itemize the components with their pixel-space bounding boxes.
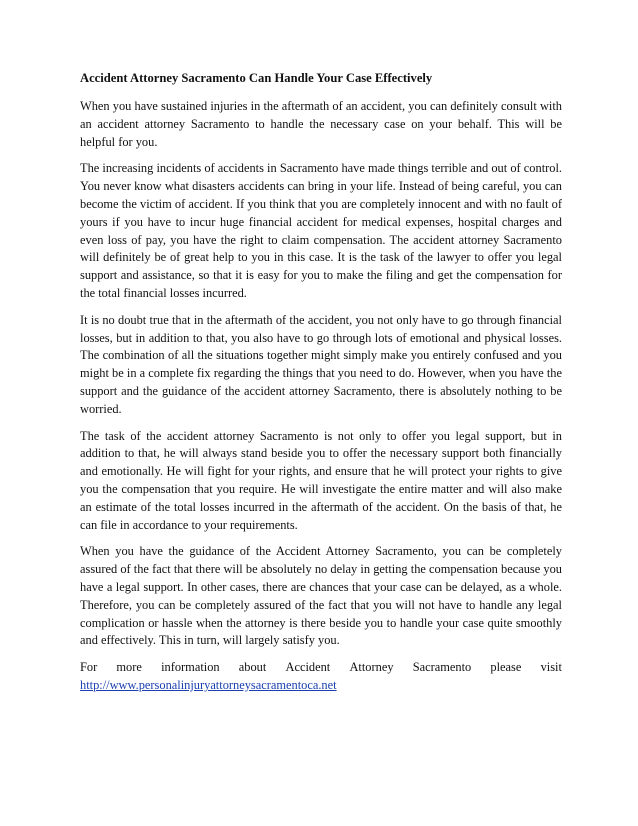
footer-word: more (116, 660, 142, 675)
footer-word: Attorney (349, 660, 394, 675)
paragraph-5: When you have the guidance of the Accident Attorney Sacramento, you can be completely assured of the fact that there will be absolutely no delay in getting the compensation because you have a legal support. In other cases, there are chances that your case can be delayed, as a whole. Therefore, you can be completely assured of the fact that you will not have to handle any legal complication or hassle when the attorney is there beside you to handle your case quite smoothly and effectively. This in turn, will largely satisfy you. (80, 544, 562, 648)
paragraph-1: When you have sustained injuries in the aftermath of an accident, you can definitely consult with an accident attorney Sacramento to handle the necessary case on your behalf. This will be helpful for you. (80, 99, 562, 149)
document-title: Accident Attorney Sacramento Can Handle Your Case Effectively (80, 71, 433, 85)
website-link[interactable]: http://www.personalinjuryattorneysacramentoca.net (80, 677, 337, 692)
footer-word: please (490, 660, 522, 675)
paragraph-3: It is no doubt true that in the aftermath of the accident, you not only have to go through financial losses, but in addition to that, you also have to go through lots of emotional and physical losses. The combination of all the situations together might simply make you entirely confused and you might be in a complete fix regarding the things that you need to do. However, when you have the support and the guidance of the accident attorney Sacramento, there is absolutely nothing to be worried. (80, 312, 562, 416)
footer-word: Sacramento (412, 660, 472, 675)
paragraph-4: The task of the accident attorney Sacramento is not only to offer you legal support, but in addition to that, he will always stand beside you to offer the necessary support both financially and emotionally. He will fight for your rights, and ensure that he will protect your rights to give you the compensation that you require. He will investigate the entire matter and will also make an estimate of the total losses incurred in the aftermath of the accident. On the basis of that, he can file in accordance to your requirements. (80, 428, 562, 532)
footer-word: information (161, 660, 220, 675)
footer-word: For (80, 660, 98, 675)
footer-word: Accident (285, 660, 331, 675)
footer-word: about (238, 660, 267, 675)
footer-word: visit (540, 660, 562, 675)
document-body (80, 70, 562, 695)
paragraph-2: The increasing incidents of accidents in Sacramento have made things terrible and out of control. You never know what disasters accidents can bring in your life. Instead of being careful, you can become the victim of accident. If you think that you are completely innocent and with no fault of yours if you have to incur huge financial accident for medical expenses, hospital charges and even loss of pay, you have the right to claim compensation. The accident attorney Sacramento will definitely be of great help to you in this case. It is the task of the lawyer to offer you legal support and assistance, so that it is easy for you to make the filing and get the compensation for the total financial losses incurred. (80, 161, 562, 300)
more-info-line (80, 659, 562, 677)
